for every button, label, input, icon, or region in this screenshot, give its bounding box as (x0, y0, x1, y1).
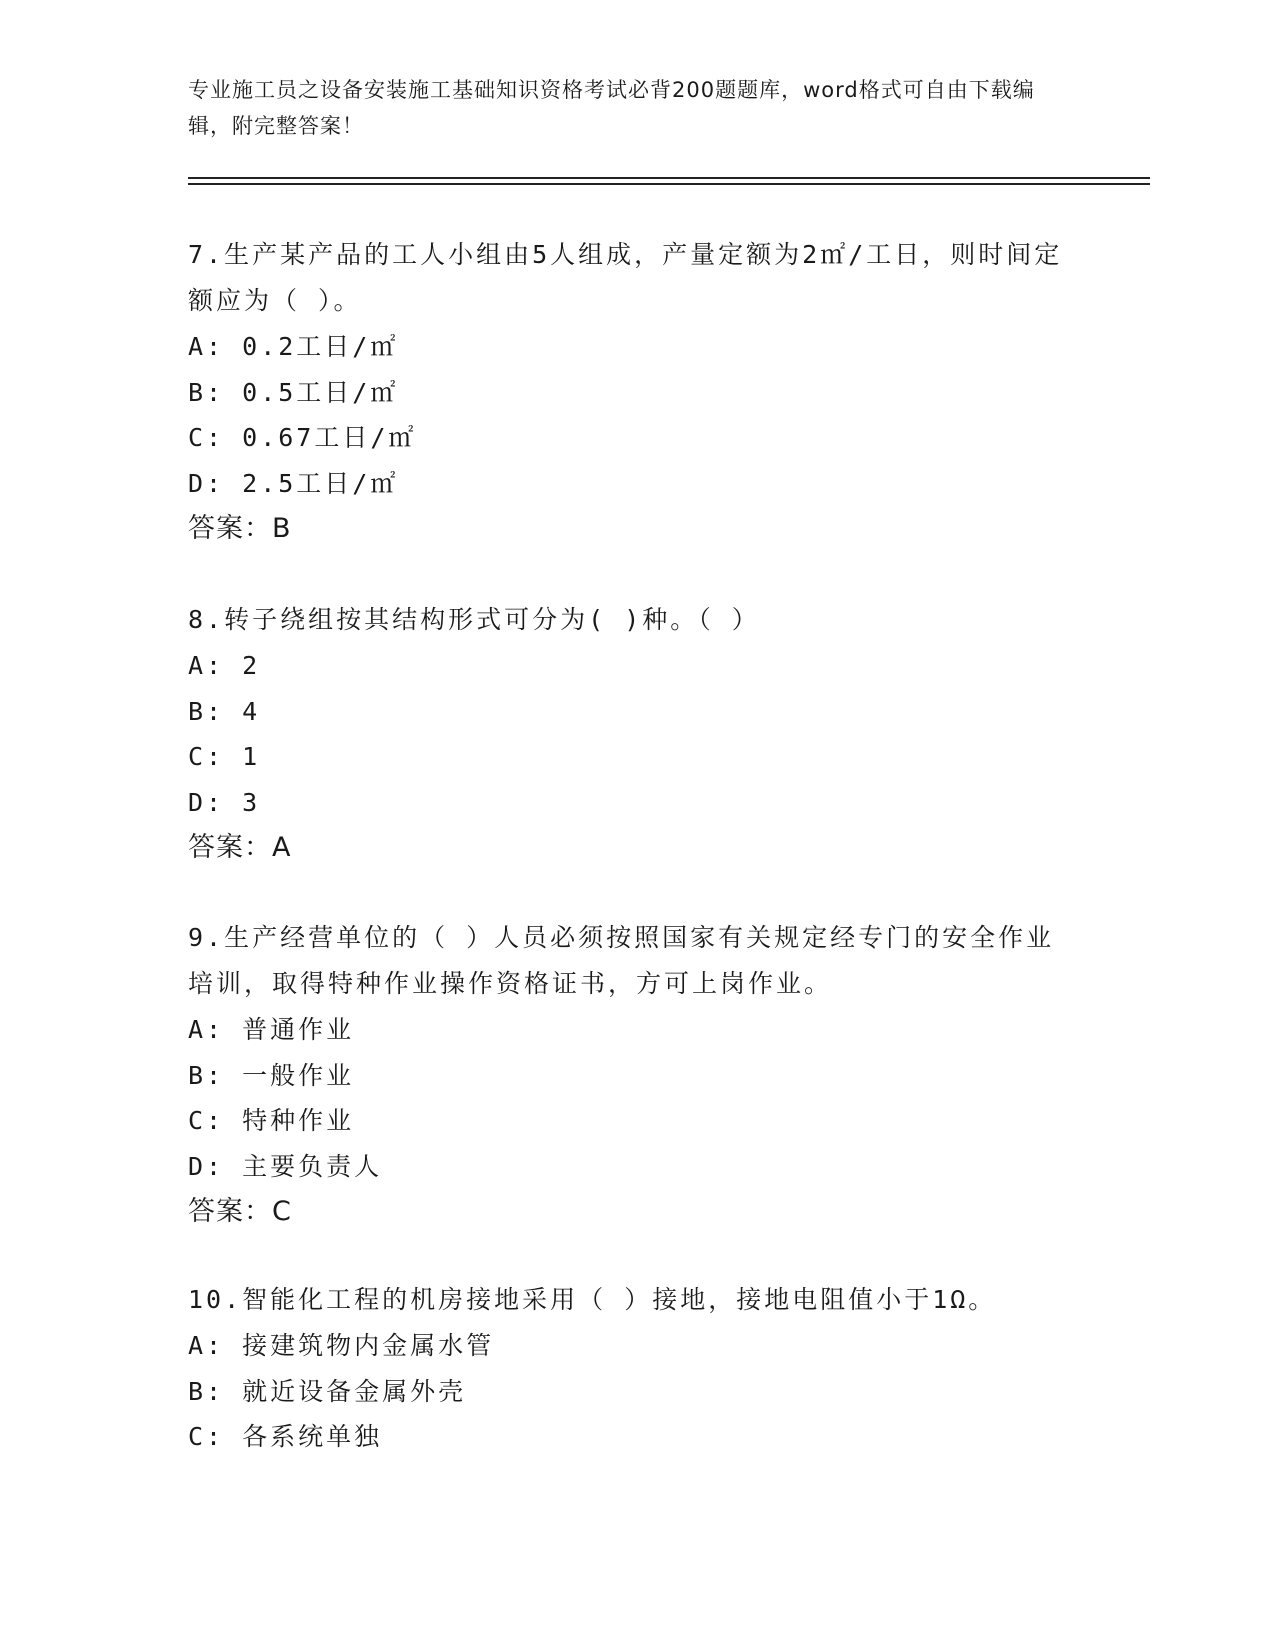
option-b: B: 4 (188, 696, 261, 726)
answer-line: 答案：A (188, 832, 292, 863)
option-c: C: 特种作业 (188, 1106, 355, 1135)
option-a: A: 2 (188, 651, 261, 680)
option-c: C: 1 (188, 742, 261, 771)
option-a: A: 接建筑物内金属水管 (188, 1331, 495, 1360)
question-text: 7.生产某产品的工人小组由5人组成，产量定额为2㎡/工日，则时间定额应为（ ）。 (188, 240, 1063, 315)
question-text: 8.转子绕组按其结构形式可分为( )种。（ ） (188, 605, 760, 634)
answer-line: 答案：B (188, 513, 292, 544)
question-8 (188, 597, 1068, 871)
option-c: C: 0.67工日/㎡ (188, 423, 417, 452)
option-d: D: 主要负责人 (188, 1151, 383, 1181)
option-b: B: 0.5工日/㎡ (188, 377, 399, 407)
question-10 (188, 1277, 1068, 1460)
option-c: C: 各系统单独 (188, 1422, 383, 1451)
header-divider-bottom (188, 183, 1150, 185)
option-a: A: 普通作业 (188, 1015, 355, 1044)
answer-line: 答案：C (188, 1196, 292, 1227)
document-intro: 专业施工员之设备安装施工基础知识资格考试必背200题题库，word格式可自由下载编辑，附完整答案！ (188, 78, 1035, 138)
option-d: D: 2.5工日/㎡ (188, 468, 399, 498)
question-7 (188, 232, 1068, 552)
option-a: A: 0.2工日/㎡ (188, 332, 399, 361)
option-b: B: 就近设备金属外壳 (188, 1376, 467, 1406)
option-b: B: 一般作业 (188, 1060, 355, 1090)
question-9 (188, 915, 1068, 1235)
header-divider-top (188, 177, 1150, 179)
question-text: 10.智能化工程的机房接地采用（ ）接地，接地电阻值小于1Ω。 (188, 1285, 997, 1314)
question-text: 9.生产经营单位的（ ）人员必须按照国家有关规定经专门的安全作业培训，取得特种作业操作资格证书，方可上岗作业。 (188, 923, 1055, 998)
option-d: D: 3 (188, 787, 261, 817)
